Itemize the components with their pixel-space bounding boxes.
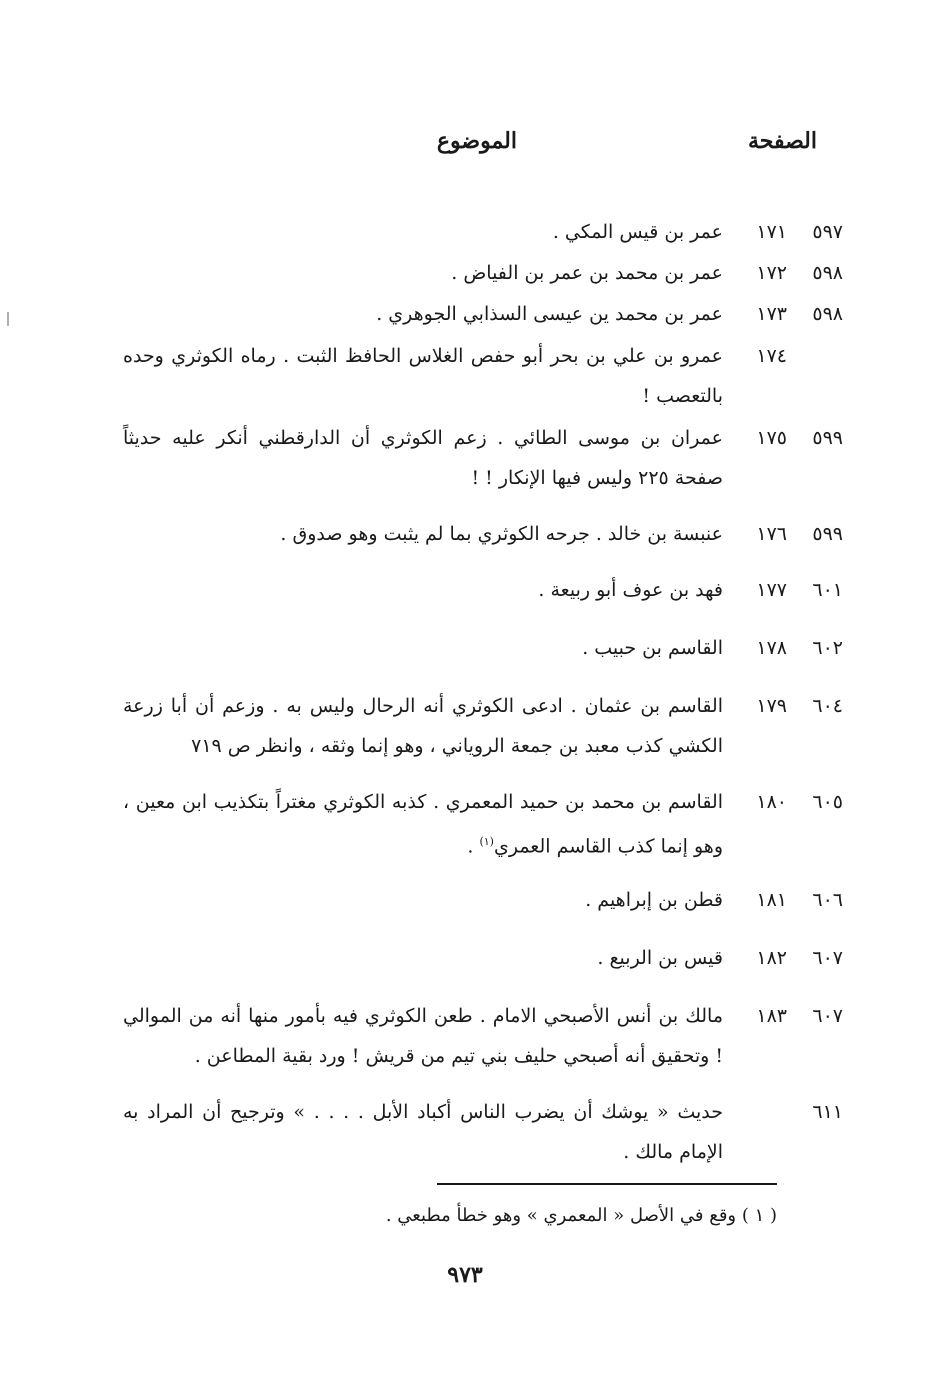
entry-page-number: ٦٠٥ bbox=[812, 791, 843, 813]
entry-text: القاسم بن حبيب . bbox=[582, 637, 723, 659]
entry-text: عمران بن موسى الطائي . زعم الكوثري أن الدارقطني أنكر عليه حديثاً صفحة ٢٢٥ وليس فيها الإنكار ! ! bbox=[123, 427, 723, 489]
entry-page-number: ٥٩٨ bbox=[812, 303, 843, 325]
entry-number: ١٨٣ bbox=[756, 1005, 787, 1027]
footnote-marker: (١) bbox=[479, 835, 494, 848]
entry-number: ١٧١ bbox=[756, 221, 787, 243]
entry-page-number: ٦١١ bbox=[812, 1101, 843, 1123]
entry-page-number: ٦٠٧ bbox=[812, 947, 843, 969]
entry-number: ١٧٩ bbox=[756, 695, 787, 717]
entry-text: مالك بن أنس الأصبحي الامام . طعن الكوثري فيه بأمور منها أنه من الموالي ! وتحقيق أنه أصبحي حليف بني تيم من قريش ! ورد بقية المطاعن . bbox=[123, 1005, 723, 1067]
entry-text: عنبسة بن خالد . جرحه الكوثري بما لم يثبت وهو صدوق . bbox=[280, 523, 723, 545]
entry-page-number: ٦٠٤ bbox=[812, 695, 843, 717]
entry-page-number: ٥٩٩ bbox=[812, 523, 843, 545]
entry-text: عمر بن محمد بن عمر بن الفياض . bbox=[451, 262, 723, 284]
entry-text: فهد بن عوف أبو ربيعة . bbox=[538, 579, 723, 601]
page-column-heading: الصفحة bbox=[747, 128, 817, 154]
entry-text: القاسم بن عثمان . ادعى الكوثري أنه الرحال وليس به . وزعم أن أبا زرعة الكشي كذب معبد بن جمعة الروياني ، وهو إنما وثقه ، وانظر ص ٧١٩ bbox=[123, 695, 723, 757]
entry-text: عمر بن قيس المكي . bbox=[552, 221, 723, 243]
entry-number: ١٧٢ bbox=[756, 262, 787, 284]
entry-number: ١٧٣ bbox=[756, 303, 787, 325]
entry-page-number: ٦٠١ bbox=[812, 579, 843, 601]
entry-page-number: ٥٩٩ bbox=[812, 427, 843, 449]
footnote: ( ١ ) وقع في الأصل « المعمري » وهو خطأ مطبعي . bbox=[385, 1205, 777, 1226]
topic-column-heading: الموضوع bbox=[436, 128, 517, 154]
entry-number: ١٧٤ bbox=[756, 345, 787, 367]
entry-page-number: ٦٠٦ bbox=[812, 889, 843, 911]
entry-number: ١٨٠ bbox=[756, 791, 787, 813]
entry-number: ١٧٧ bbox=[756, 579, 787, 601]
entry-text: عمر بن محمد ين عيسى السذابي الجوهري . bbox=[376, 303, 723, 325]
entry-number: ١٨٢ bbox=[756, 947, 787, 969]
entry-text-body: القاسم بن محمد بن حميد المعمري . كذبه الكوثري مغتراً بتكذيب ابن معين ، وهو إنما كذب القاسم العمري bbox=[123, 791, 724, 858]
entry-text bbox=[123, 782, 723, 866]
entry-number: ١٧٥ bbox=[756, 427, 787, 449]
entry-text: قيس بن الربيع . bbox=[597, 947, 723, 969]
footnote-separator bbox=[437, 1183, 777, 1185]
page-folio-number: ٩٧٣ bbox=[447, 1262, 483, 1288]
entry-page-number: ٦٠٢ bbox=[812, 637, 843, 659]
entry-text: عمرو بن علي بن بحر أبو حفص الغلاس الحافظ الثبت . رماه الكوثري وحده بالتعصب ! bbox=[123, 345, 723, 407]
entry-text-tail: . bbox=[467, 835, 480, 858]
entry-page-number: ٥٩٨ bbox=[812, 262, 843, 284]
entry-page-number: ٥٩٧ bbox=[812, 221, 843, 243]
entry-text: قطن بن إبراهيم . bbox=[585, 889, 723, 911]
entry-text: حديث « يوشك أن يضرب الناس أكباد الأبل . . . . » وترجيح أن المراد به الإمام مالك . bbox=[123, 1101, 723, 1163]
entry-number: ١٧٨ bbox=[756, 637, 787, 659]
entry-page-number: ٦٠٧ bbox=[812, 1005, 843, 1027]
entry-number: ١٧٦ bbox=[756, 523, 787, 545]
scan-speck bbox=[7, 312, 9, 326]
index-header bbox=[0, 128, 927, 168]
entry-number: ١٨١ bbox=[756, 889, 787, 911]
